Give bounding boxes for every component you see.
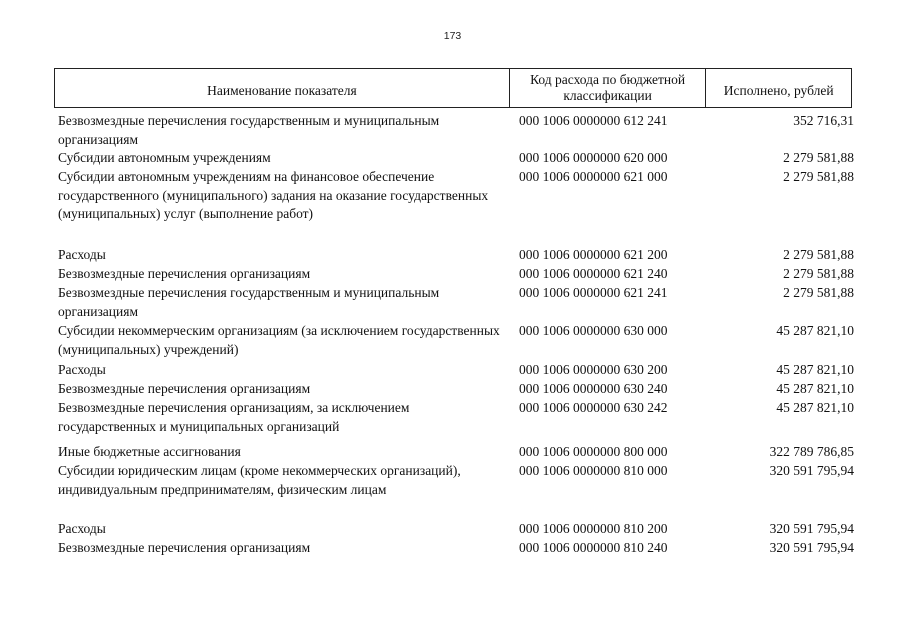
row-name: Расходы	[58, 247, 106, 262]
row-amount: 45 287 821,10	[776, 381, 854, 396]
row-amount: 322 789 786,85	[769, 444, 854, 459]
column-header-amount: Исполнено, рублей	[723, 83, 834, 98]
row-amount: 2 279 581,88	[783, 169, 854, 184]
row-code: 000 1006 0000000 810 240	[519, 540, 668, 555]
row-amount: 2 279 581,88	[783, 266, 854, 281]
row-amount: 320 591 795,94	[769, 463, 854, 478]
row-amount: 2 279 581,88	[783, 285, 854, 300]
row-name: Расходы	[58, 521, 106, 536]
row-code: 000 1006 0000000 621 241	[519, 285, 668, 300]
row-amount: 2 279 581,88	[783, 247, 854, 262]
row-code: 000 1006 0000000 810 200	[519, 521, 668, 536]
row-name: Безвозмездные перечисления государственным и муниципальным организациям	[58, 285, 440, 319]
row-amount: 320 591 795,94	[769, 521, 854, 536]
row-name: Безвозмездные перечисления организациям	[58, 381, 311, 396]
page-number: 173	[443, 30, 462, 42]
row-amount: 45 287 821,10	[776, 323, 854, 338]
row-code: 000 1006 0000000 800 000	[519, 444, 668, 459]
row-code: 000 1006 0000000 621 000	[519, 169, 668, 184]
row-name: Иные бюджетные ассигнования	[58, 444, 241, 459]
row-amount: 320 591 795,94	[769, 540, 854, 555]
row-code: 000 1006 0000000 612 241	[519, 113, 668, 128]
row-name: Субсидии автономным учреждениям	[58, 150, 271, 165]
row-name: Субсидии автономным учреждениям на финансовое обеспечение государственного (муниципального) задания на оказание государственных (муниципальных) услуг (выполнение работ)	[58, 169, 489, 222]
row-name: Безвозмездные перечисления организациям	[58, 266, 311, 281]
row-code: 000 1006 0000000 621 200	[519, 247, 668, 262]
row-name: Безвозмездные перечисления организациям	[58, 540, 311, 555]
column-header-code: Код расхода по бюджетной классификации	[510, 69, 707, 107]
row-code: 000 1006 0000000 621 240	[519, 266, 668, 281]
row-name: Безвозмездные перечисления организациям, за исключением государственных и муниципальных организаций	[58, 400, 410, 434]
row-code: 000 1006 0000000 620 000	[519, 150, 668, 165]
row-name: Расходы	[58, 362, 106, 377]
row-code: 000 1006 0000000 630 000	[519, 323, 668, 338]
column-header-name: Наименование показателя	[55, 69, 510, 107]
row-amount: 45 287 821,10	[776, 362, 854, 377]
row-code: 000 1006 0000000 630 242	[519, 400, 668, 415]
table-header	[54, 68, 852, 108]
row-name: Субсидии юридическим лицам (кроме некоммерческих организаций), индивидуальным предпринимателям, физическим лицам	[58, 463, 461, 497]
row-amount: 2 279 581,88	[783, 150, 854, 165]
row-amount: 352 716,31	[793, 113, 854, 128]
row-code: 000 1006 0000000 630 200	[519, 362, 668, 377]
row-name: Субсидии некоммерческим организациям (за исключением государственных (муниципальных) учреждений)	[58, 323, 500, 357]
row-amount: 45 287 821,10	[776, 400, 854, 415]
row-code: 000 1006 0000000 630 240	[519, 381, 668, 396]
row-name: Безвозмездные перечисления государственным и муниципальным организациям	[58, 113, 440, 147]
row-code: 000 1006 0000000 810 000	[519, 463, 668, 478]
